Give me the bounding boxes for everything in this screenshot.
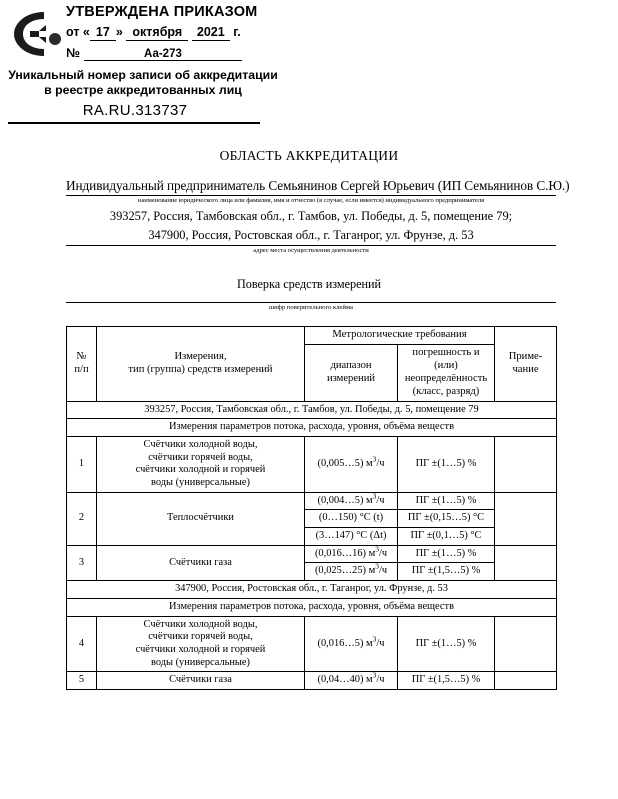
table-header-row-1	[67, 327, 557, 345]
order-number-line	[66, 46, 290, 61]
number-label: №	[66, 45, 80, 60]
order-date-line	[66, 25, 290, 41]
table-row	[67, 545, 557, 563]
order-number: Аа-273	[84, 48, 242, 61]
measurement-line: счётчики горячей воды,	[148, 631, 253, 643]
header-measurements-line-2: тип (группа) средств измерений	[128, 363, 273, 375]
row-range: (3…147) °С (Δt)	[305, 528, 398, 546]
row-range: (0,004…5) $м^3/ч$	[305, 492, 398, 510]
header-measurements	[97, 327, 305, 402]
header-range-line-2: измерений	[326, 372, 376, 384]
measurement-line: Теплосчётчики	[167, 512, 234, 524]
from-label: от «	[66, 24, 90, 39]
row-range: (0,04…40) $м^3/ч$	[305, 672, 398, 690]
stamp-row	[0, 4, 290, 62]
row-range: (0,016…16) $м^3/ч$	[305, 545, 398, 563]
page-title: ОБЛАСТЬ АККРЕДИТАЦИИ	[219, 148, 399, 163]
header-range	[305, 344, 398, 401]
row-error: ПГ ±(1,5…5) %	[398, 672, 495, 690]
header-error-line-2: неопределённость	[404, 372, 488, 384]
row-number: 1	[67, 436, 97, 492]
header-number-line-1: №	[76, 350, 87, 362]
row-error: ПГ ±(1…5) %	[398, 616, 495, 672]
row-measurement	[97, 545, 305, 580]
table-header	[67, 327, 557, 402]
header-error-line-1: погрешность и (или)	[412, 346, 480, 371]
stamp-text-group	[62, 4, 290, 61]
seal-code-block	[66, 302, 556, 311]
row-error: ПГ ±(1,5…5) %	[398, 563, 495, 581]
stamp-divider	[8, 122, 260, 124]
organisation-name: Индивидуальный предприниматель Семьянинов Сергей Юрьевич (ИП Семьянинов С.Ю.)	[66, 178, 556, 196]
order-year: 2021	[192, 25, 230, 41]
row-error: ПГ ±(1…5) %	[398, 492, 495, 510]
measurement-line: Счётчики газа	[169, 674, 232, 686]
seal-code-rule	[66, 302, 556, 303]
address-caption: адрес места осуществления деятельности	[253, 247, 369, 255]
row-note	[495, 545, 557, 580]
header-number	[67, 327, 97, 402]
section-address: 393257, Россия, Тамбовская обл., г. Тамбов, ул. Победы, д. 5, помещение 79	[67, 401, 557, 419]
address-line-1: 393257, Россия, Тамбовская обл., г. Тамбов, ул. Победы, д. 5, помещение 79;	[109, 208, 513, 223]
unit-exponent: 3	[372, 491, 377, 501]
row-number: 4	[67, 616, 97, 672]
address-line-2: 347900, Россия, Ростовская обл., г. Таганрог, ул. Фрунзе, д. 53	[66, 227, 556, 246]
header-note-line-2: чание	[512, 363, 539, 375]
measurement-line: счётчики холодной и горячей	[135, 643, 266, 655]
row-measurement	[97, 492, 305, 545]
header-metrological-requirements: Метрологические требования	[305, 327, 495, 345]
header-number-line-2: п/п	[74, 363, 89, 375]
row-error: ПГ ±(0,1…5) °С	[398, 528, 495, 546]
row-error: ПГ ±(1…5) %	[398, 436, 495, 492]
table-row	[67, 672, 557, 690]
unique-registry-caption	[0, 68, 286, 99]
header-note	[495, 327, 557, 402]
header-measurements-line-1: Измерения,	[174, 350, 227, 362]
section-address-row	[67, 401, 557, 419]
unit-exponent: 3	[372, 454, 377, 464]
row-measurement	[97, 616, 305, 672]
section-address-row	[67, 581, 557, 599]
unit-exponent: 3	[372, 634, 377, 644]
section-group: Измерения параметров потока, расхода, уровня, объёма веществ	[67, 419, 557, 437]
unit-exponent: 3	[375, 562, 379, 572]
quote-close: »	[115, 24, 123, 39]
row-number: 3	[67, 545, 97, 580]
table-row	[67, 436, 557, 492]
unit-exponent: 3	[372, 670, 377, 680]
organisation-name-caption: наименование юридического лица или фамилия, имя и отчество (в случае, если имеется) индивидуального предпринимателя	[137, 197, 485, 204]
section-address: 347900, Россия, Ростовская обл., г. Таганрог, ул. Фрунзе, д. 53	[67, 581, 557, 599]
header-error	[398, 344, 495, 401]
header-error-line-3: (класс, разряд)	[412, 385, 480, 397]
row-range: (0,025…25) $м^3/ч$	[305, 563, 398, 581]
accreditation-scope-table	[66, 326, 557, 690]
measurement-line: воды (универсальные)	[150, 656, 250, 668]
activity-title: Поверка средств измерений	[236, 277, 382, 291]
row-number: 2	[67, 492, 97, 545]
order-month: октября	[126, 25, 188, 41]
approved-title: УТВЕРЖДЕНА ПРИКАЗОМ	[66, 4, 258, 20]
measurement-line: счётчики горячей воды,	[148, 451, 253, 463]
order-day: 17	[90, 25, 116, 41]
row-measurement	[97, 436, 305, 492]
registry-number: RA.RU.313737	[82, 101, 188, 119]
row-measurement	[97, 672, 305, 690]
row-note	[495, 672, 557, 690]
row-range: (0,005…5) $м^3/ч$	[305, 436, 398, 492]
measurement-line: воды (универсальные)	[150, 477, 250, 489]
table-body	[67, 401, 557, 689]
unique-caption-line-1: Уникальный номер записи об аккредитации	[8, 68, 278, 82]
row-note	[495, 436, 557, 492]
section-group-row	[67, 598, 557, 616]
header-note-line-1: Приме-	[508, 350, 543, 362]
measurement-line: Счётчики холодной воды,	[143, 438, 258, 450]
measurement-line: Счётчики холодной воды,	[143, 618, 258, 630]
header-range-line-1: диапазон	[330, 359, 372, 371]
table-row	[67, 616, 557, 672]
measurement-line: Счётчики газа	[169, 556, 232, 568]
row-note	[495, 616, 557, 672]
seal-code-caption: шифр поверительного клейма	[269, 304, 353, 311]
unit-exponent: 3	[375, 544, 379, 554]
row-error: ПГ ±(1…5) %	[398, 545, 495, 563]
year-suffix: г.	[233, 24, 241, 39]
measurement-line: счётчики холодной и горячей	[135, 464, 266, 476]
organisation-block	[66, 178, 570, 255]
row-number: 5	[67, 672, 97, 690]
accreditation-emblem-icon	[6, 6, 62, 62]
row-range: (0…150) °С (t)	[305, 510, 398, 528]
approval-stamp-block	[0, 4, 290, 124]
table-row	[67, 492, 557, 510]
row-range: (0,016…5) $м^3/ч$	[305, 616, 398, 672]
section-group: Измерения параметров потока, расхода, уровня, объёма веществ	[67, 598, 557, 616]
unique-caption-line-2: в реестре аккредитованных лиц	[44, 83, 242, 98]
row-note	[495, 492, 557, 545]
row-error: ПГ ±(0,15…5) °С	[398, 510, 495, 528]
section-group-row	[67, 419, 557, 437]
